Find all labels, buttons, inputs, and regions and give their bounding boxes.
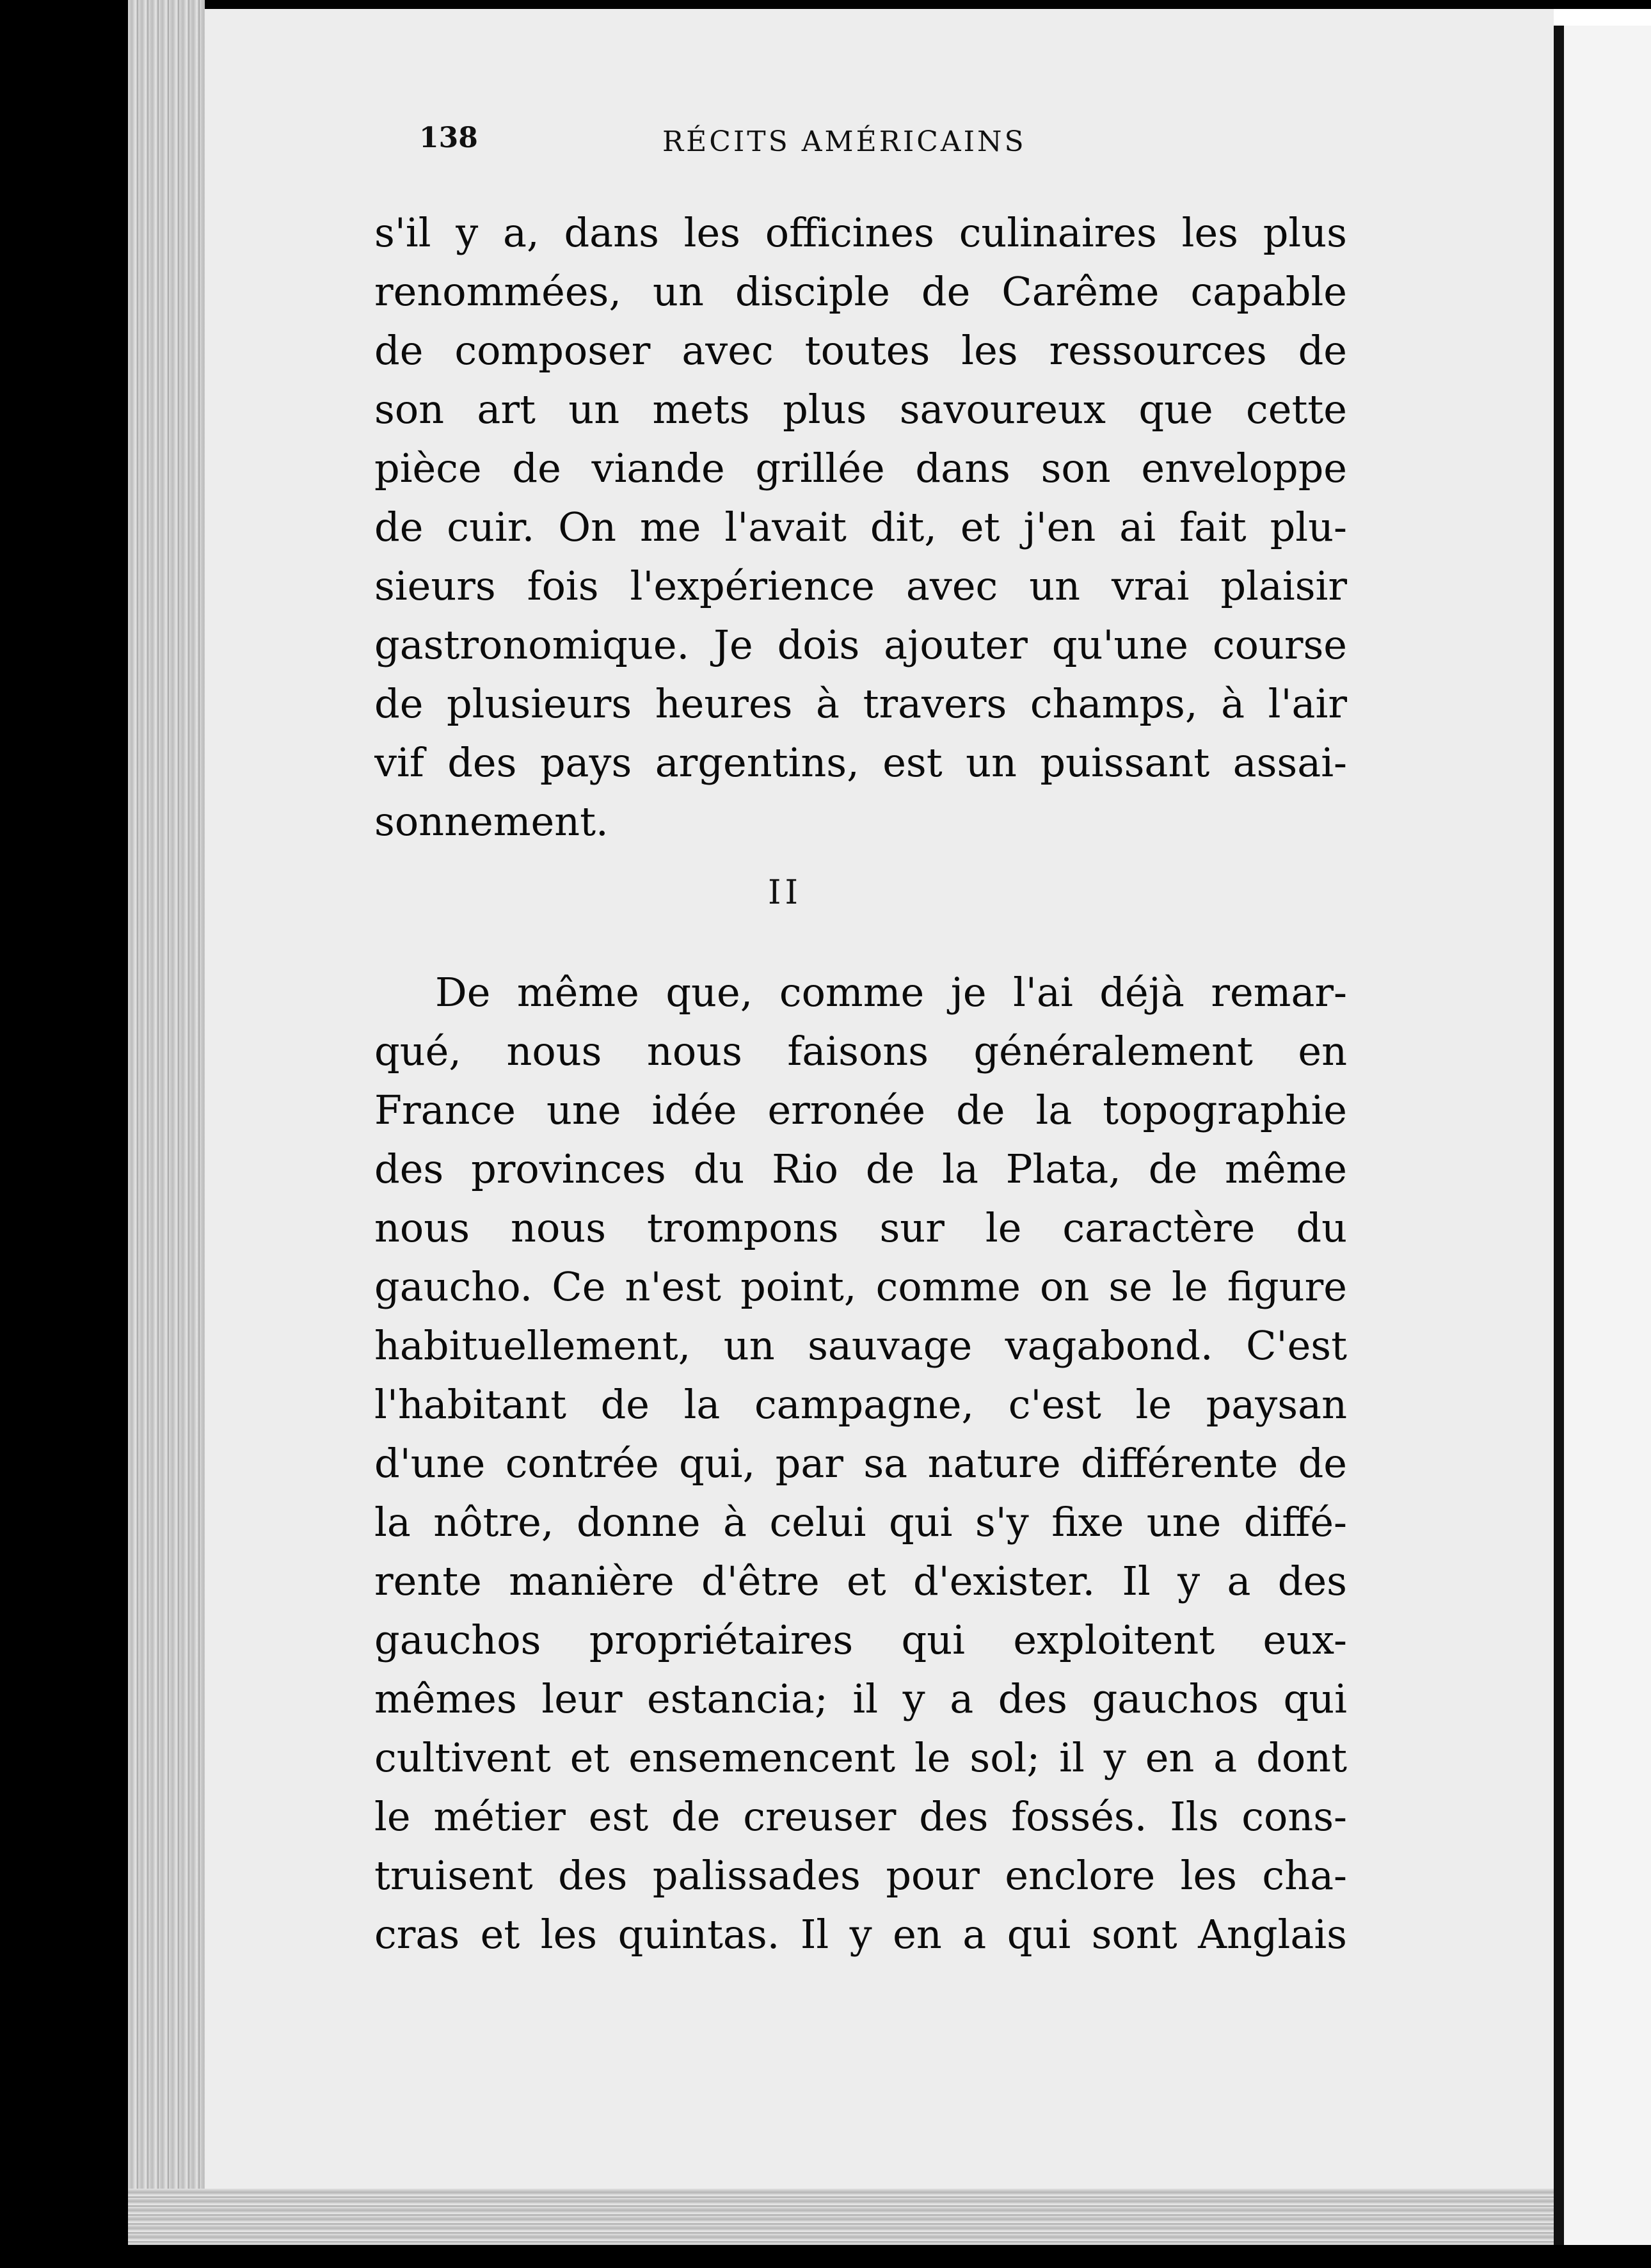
text-line: vif des pays argentins, est un puissant assai- bbox=[374, 739, 1347, 786]
text-line: De même que, comme je l'ai déjà remar- bbox=[435, 969, 1347, 1016]
text-line: truisent des palissades pour enclore les cha- bbox=[374, 1852, 1347, 1899]
text-line: cras et les quintas. Il y en a qui sont Anglais bbox=[374, 1911, 1347, 1958]
text-line: s'il y a, dans les officines culinaires les plus bbox=[374, 209, 1347, 256]
text-line: cultivent et ensemencent le sol; il y en a dont bbox=[374, 1734, 1347, 1781]
section-heading: II bbox=[768, 874, 802, 912]
text-line: des provinces du Rio de la Plata, de même bbox=[374, 1146, 1347, 1192]
text-line: gaucho. Ce n'est point, comme on se le figure bbox=[374, 1263, 1347, 1310]
text-line: pièce de viande grillée dans son enveloppe bbox=[374, 445, 1347, 491]
text-line: sieurs fois l'expérience avec un vrai plaisir bbox=[374, 563, 1347, 609]
text-line: France une idée erronée de la topographie bbox=[374, 1087, 1347, 1133]
running-title: RÉCITS AMÉRICAINS bbox=[662, 125, 1026, 158]
text-line: sonnement. bbox=[374, 798, 609, 845]
text-line: qué, nous nous faisons généralement en bbox=[374, 1028, 1347, 1074]
text-line: son art un mets plus savoureux que cette bbox=[374, 386, 1347, 433]
text-line: habituellement, un sauvage vagabond. C'est bbox=[374, 1322, 1347, 1369]
text-line: gauchos propriétaires qui exploitent eux- bbox=[374, 1617, 1347, 1663]
text-line: renommées, un disciple de Carême capable bbox=[374, 268, 1347, 315]
scan-border-top bbox=[0, 0, 1651, 9]
text-line: la nôtre, donne à celui qui s'y fixe une diffé- bbox=[374, 1499, 1347, 1545]
scan-border-bottom bbox=[0, 2245, 1651, 2268]
book-page-edges bbox=[128, 0, 205, 2245]
text-line: de composer avec toutes les ressources de bbox=[374, 327, 1347, 374]
text-line: rente manière d'être et d'exister. Il y a des bbox=[374, 1558, 1347, 1604]
scan-border-left bbox=[0, 0, 128, 2268]
paragraph-2 bbox=[374, 963, 1347, 1964]
book-page-edges-bottom bbox=[128, 2189, 1554, 2245]
text-line: de cuir. On me l'avait dit, et j'en ai fait plu- bbox=[374, 504, 1347, 550]
text-line: gastronomique. Je dois ajouter qu'une course bbox=[374, 621, 1347, 668]
text-line: l'habitant de la campagne, c'est le paysan bbox=[374, 1381, 1347, 1428]
facing-page-sliver bbox=[1564, 26, 1651, 2246]
text-line: de plusieurs heures à travers champs, à l'air bbox=[374, 680, 1347, 727]
text-line: nous nous trompons sur le caractère du bbox=[374, 1204, 1347, 1251]
page-number: 138 bbox=[419, 122, 478, 154]
text-line: mêmes leur estancia; il y a des gauchos qui bbox=[374, 1675, 1347, 1722]
text-line: le métier est de creuser des fossés. Ils cons- bbox=[374, 1793, 1347, 1840]
page-header bbox=[419, 116, 1091, 174]
paragraph-1 bbox=[374, 204, 1347, 851]
gutter-shadow bbox=[1554, 26, 1564, 2246]
text-line: d'une contrée qui, par sa nature différente de bbox=[374, 1440, 1347, 1487]
